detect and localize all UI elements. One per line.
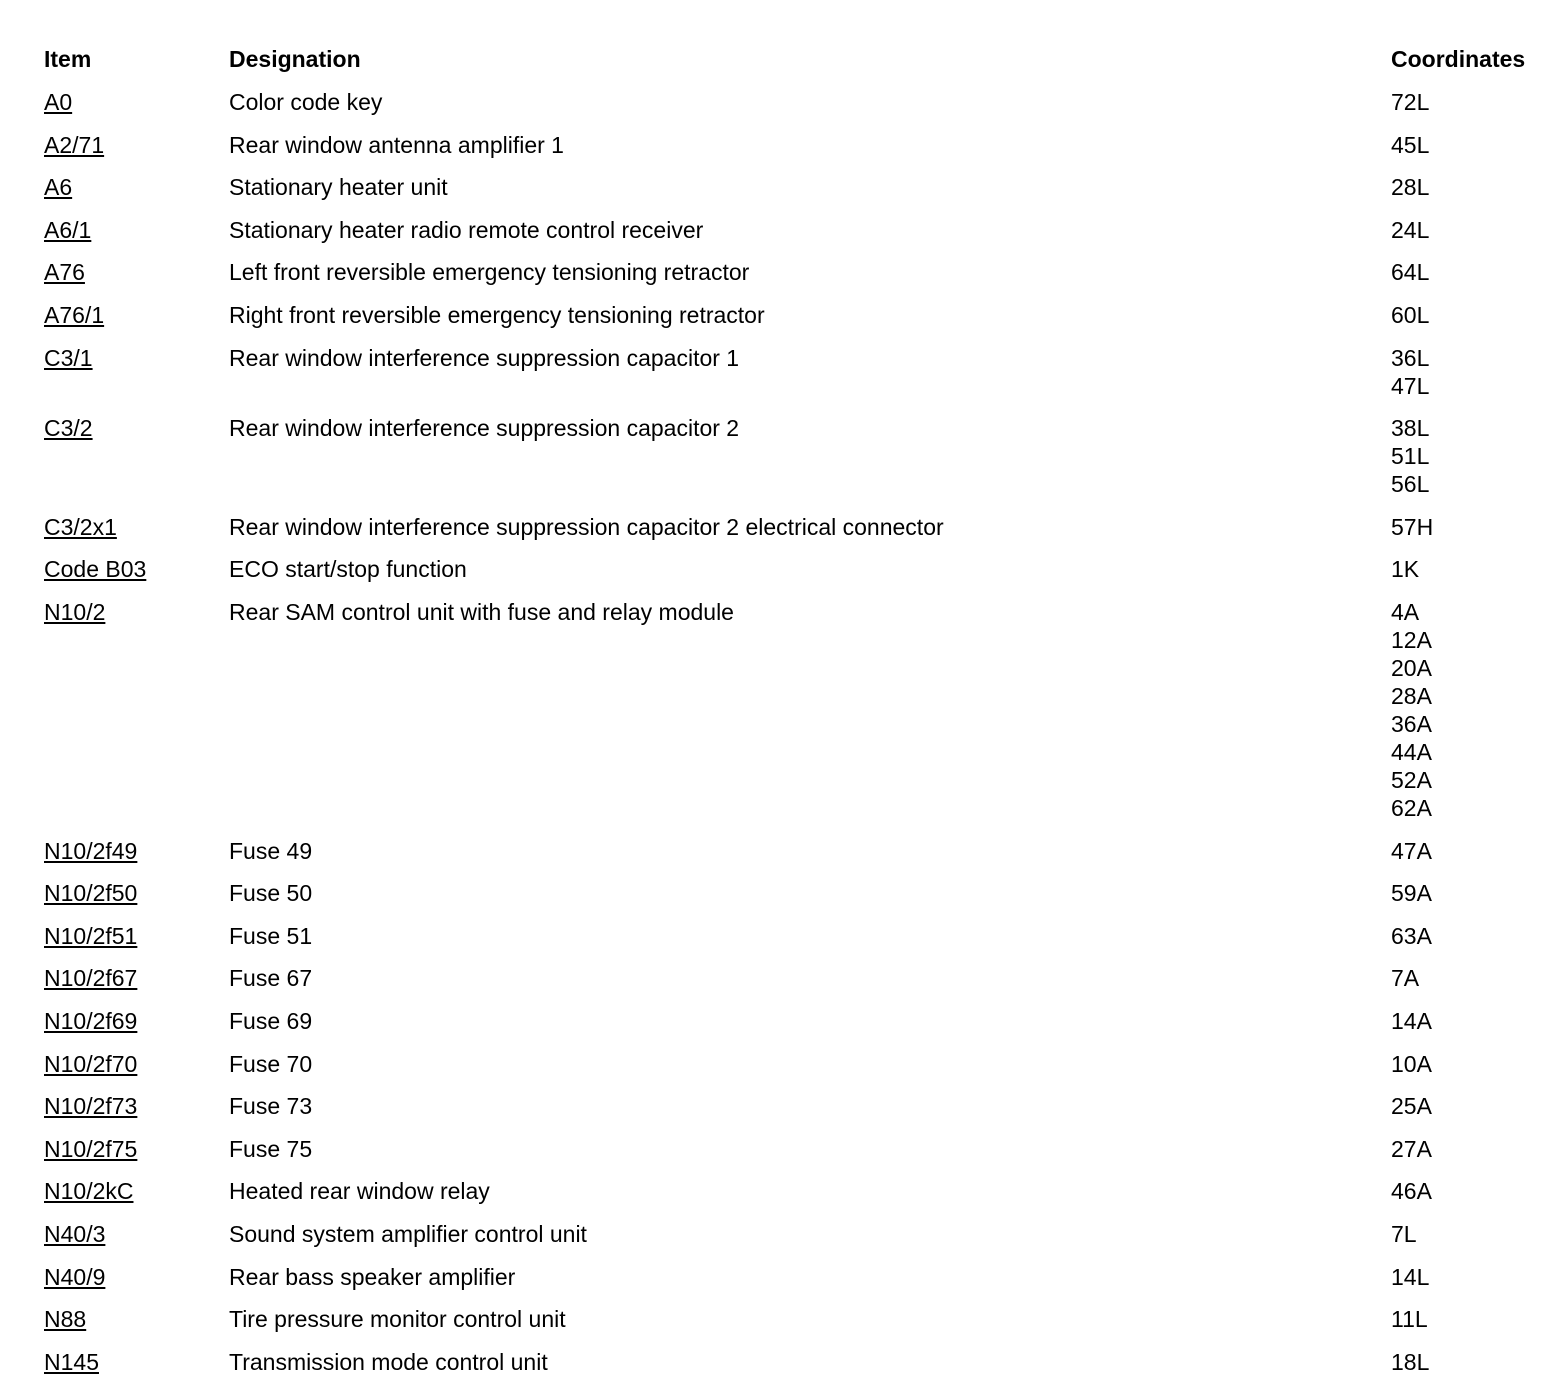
coordinate-value: 14L: [1391, 1263, 1430, 1290]
coordinate-value: 52A: [1391, 767, 1432, 793]
item-link[interactable]: N40/3: [44, 1221, 106, 1247]
coordinates-cell: [1391, 414, 1429, 498]
coordinate-value: 27A: [1391, 1135, 1432, 1162]
item-link[interactable]: A76/1: [44, 302, 105, 328]
item-link[interactable]: A76: [44, 259, 85, 286]
coordinates-cell: [1391, 1348, 1429, 1376]
item-link[interactable]: N145: [44, 1348, 99, 1375]
designation-cell: Rear window antenna amplifier 1: [229, 131, 564, 158]
coordinate-value: 25A: [1391, 1093, 1432, 1120]
coordinate-value: 62A: [1391, 795, 1432, 821]
item-link[interactable]: N10/2f49: [44, 837, 138, 864]
designation-cell: Tire pressure monitor control unit: [229, 1306, 566, 1333]
coordinate-value: 46A: [1391, 1178, 1432, 1205]
designation-cell: Stationary heater unit: [229, 174, 448, 201]
coordinate-value: 56L: [1391, 471, 1430, 498]
item-link[interactable]: C3/2: [44, 415, 93, 442]
coordinate-value: 47A: [1391, 837, 1432, 864]
item-link[interactable]: N10/2f75: [44, 1135, 138, 1162]
coordinate-value: 24L: [1391, 216, 1430, 243]
designation-cell: Stationary heater radio remote control receiver: [229, 216, 704, 243]
header-designation: Designation: [229, 46, 361, 72]
designation-cell: Fuse 51: [229, 922, 313, 949]
designation-cell: Rear window interference suppression capacitor 2 electrical connector: [229, 513, 944, 540]
coordinates-cell: [1391, 598, 1432, 822]
coordinate-value: 47L: [1391, 372, 1430, 399]
coordinates-cell: [1391, 1220, 1417, 1248]
coordinate-value: 59A: [1391, 880, 1432, 907]
coordinates-cell: [1391, 1177, 1432, 1205]
coordinates-cell: [1391, 837, 1432, 865]
item-link[interactable]: A6/1: [44, 216, 92, 243]
coordinate-value: 51L: [1391, 443, 1430, 470]
coordinates-cell: [1391, 258, 1429, 286]
item-link[interactable]: N10/2f50: [44, 880, 138, 907]
coordinate-value: 60L: [1391, 302, 1430, 328]
header-item: Item: [44, 46, 92, 72]
coordinate-value: 4A: [1391, 599, 1420, 625]
designation-cell: Fuse 50: [229, 880, 313, 907]
coordinates-cell: [1391, 879, 1432, 907]
item-link[interactable]: N10/2f67: [44, 965, 138, 992]
designation-cell: Color code key: [229, 89, 383, 115]
item-link[interactable]: A2/71: [44, 131, 105, 158]
coordinate-value: 7A: [1391, 965, 1420, 992]
item-link[interactable]: N10/2f51: [44, 922, 138, 949]
designation-cell: Right front reversible emergency tensioning retractor: [229, 302, 765, 328]
item-link[interactable]: N10/2f73: [44, 1093, 138, 1120]
coordinate-value: 36A: [1391, 711, 1432, 737]
coordinate-value: 20A: [1391, 655, 1432, 681]
item-link[interactable]: N10/2: [44, 599, 106, 625]
item-link[interactable]: C3/1: [44, 344, 93, 371]
designation-cell: Transmission mode control unit: [229, 1348, 548, 1375]
coordinates-cell: [1391, 1007, 1432, 1035]
coordinate-value: 28A: [1391, 683, 1432, 709]
coordinates-cell: [1391, 131, 1429, 159]
item-link[interactable]: A0: [44, 89, 73, 115]
coordinate-value: 12A: [1391, 627, 1432, 653]
coordinates-cell: [1391, 1050, 1432, 1078]
designation-cell: Left front reversible emergency tensioning retractor: [229, 259, 750, 286]
coordinates-cell: [1391, 216, 1429, 244]
designation-cell: Rear bass speaker amplifier: [229, 1263, 516, 1290]
designation-cell: Heated rear window relay: [229, 1178, 490, 1205]
item-link[interactable]: C3/2x1: [44, 513, 117, 540]
coordinate-value: 63A: [1391, 922, 1432, 949]
designation-cell: Fuse 70: [229, 1050, 313, 1077]
coordinates-cell: [1391, 173, 1429, 201]
item-link[interactable]: Code B03: [44, 556, 147, 583]
coordinates-cell: [1391, 964, 1419, 992]
item-link[interactable]: N10/2f69: [44, 1008, 138, 1034]
designation-cell: Rear SAM control unit with fuse and relay module: [229, 599, 734, 625]
designation-cell: Fuse 67: [229, 965, 313, 992]
item-link[interactable]: N88: [44, 1306, 87, 1333]
designation-cell: ECO start/stop function: [229, 556, 467, 583]
coordinates-cell: [1391, 88, 1429, 116]
coordinate-value: 1K: [1391, 556, 1420, 583]
coordinate-value: 28L: [1391, 174, 1430, 201]
designation-cell: Fuse 49: [229, 837, 313, 864]
coordinates-cell: [1391, 513, 1433, 541]
coordinates-cell: [1391, 1092, 1432, 1120]
coordinate-value: 44A: [1391, 739, 1432, 765]
coordinate-value: 57H: [1391, 513, 1434, 540]
designation-cell: Fuse 73: [229, 1093, 313, 1120]
coordinates-cell: [1391, 1263, 1429, 1291]
header-coordinates: Coordinates: [1391, 46, 1526, 72]
coordinate-value: 14A: [1391, 1008, 1432, 1034]
coordinate-value: 7L: [1391, 1221, 1417, 1247]
coordinate-value: 38L: [1391, 415, 1430, 442]
item-link[interactable]: N10/2kC: [44, 1178, 134, 1205]
coordinates-cell: [1391, 922, 1432, 950]
coordinates-cell: [1391, 1305, 1428, 1333]
item-link[interactable]: N40/9: [44, 1263, 106, 1290]
item-link[interactable]: N10/2f70: [44, 1050, 138, 1077]
coordinates-cell: [1391, 301, 1429, 329]
coordinates-cell: [1391, 1135, 1432, 1163]
designation-cell: Fuse 75: [229, 1135, 313, 1162]
designation-cell: Rear window interference suppression capacitor 1: [229, 344, 740, 371]
designation-cell: Fuse 69: [229, 1008, 313, 1034]
coordinate-value: 10A: [1391, 1050, 1432, 1077]
designation-cell: Rear window interference suppression capacitor 2: [229, 415, 740, 442]
designation-cell: Sound system amplifier control unit: [229, 1221, 587, 1247]
item-link[interactable]: A6: [44, 174, 73, 201]
coordinate-value: 36L: [1391, 344, 1430, 371]
coordinate-value: 45L: [1391, 131, 1430, 158]
coordinate-value: 72L: [1391, 89, 1430, 115]
coordinate-value: 18L: [1391, 1348, 1430, 1375]
coordinate-value: 64L: [1391, 259, 1430, 286]
coordinates-cell: [1391, 555, 1419, 583]
coordinate-value: 11L: [1391, 1306, 1428, 1333]
coordinates-cell: [1391, 344, 1429, 400]
